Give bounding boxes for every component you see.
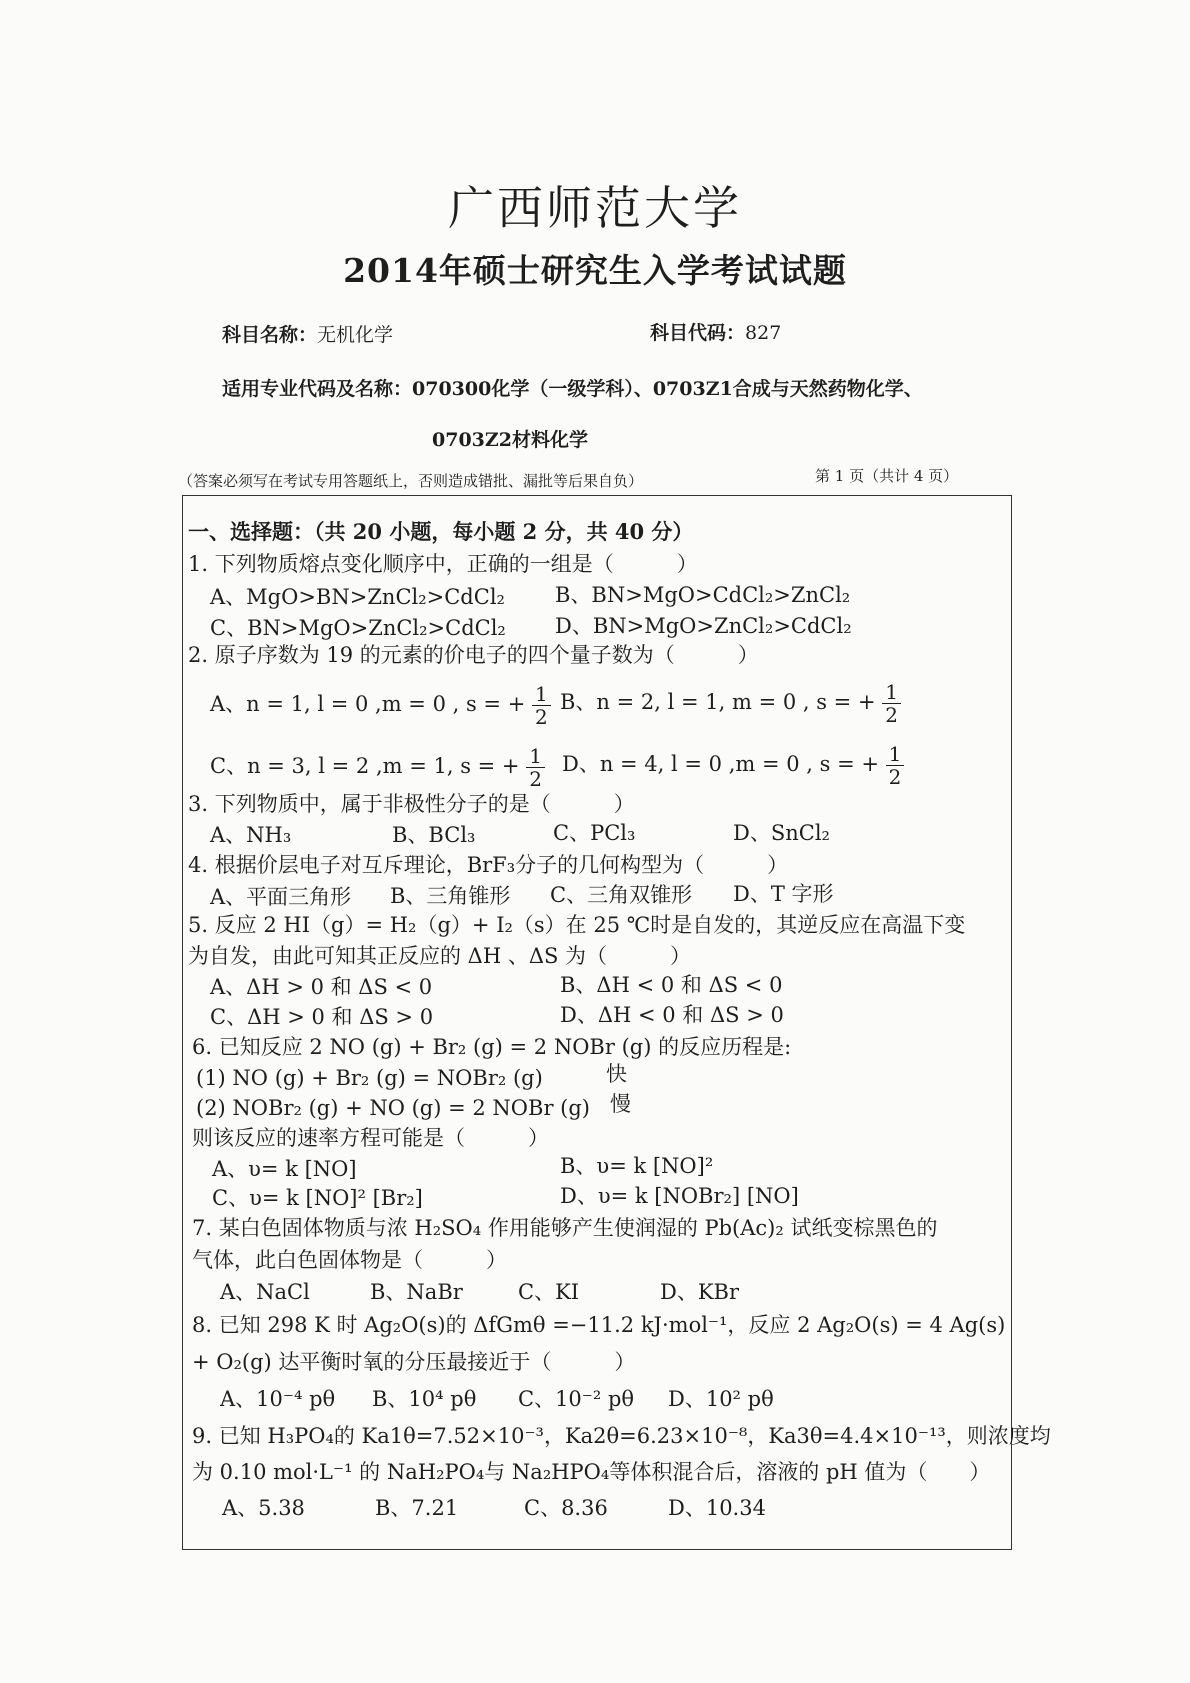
q2-option-c-text: C、n = 3, l = 2 ,m = 1, s = + [210, 754, 520, 778]
q2-stem: 2. 原子序数为 19 的元素的价电子的四个量子数为（ ） [188, 643, 759, 667]
q6-option-c: C、υ= k [NO]² [Br₂] [212, 1186, 423, 1210]
q5-stem-1: 5. 反应 2 HI（g）= H₂（g）+ I₂（s）在 25 ℃时是自发的，其逆反应在高温下变 [188, 913, 966, 937]
q2-option-b [560, 681, 901, 726]
q2-option-d [562, 743, 904, 788]
q2-option-d-text: D、n = 4, l = 0 ,m = 0 , s = + [562, 752, 879, 776]
fraction-denominator: 2 [529, 767, 542, 791]
fraction [886, 743, 905, 788]
q6-step-2-rate: 慢 [610, 1092, 631, 1116]
q6-option-d: D、υ= k [NOBr₂] [NO] [560, 1184, 799, 1208]
subject-name: 无机化学 [317, 324, 394, 346]
q7-option-a: A、NaCl [220, 1280, 310, 1304]
q5-option-c: C、ΔH > 0 和 ΔS > 0 [210, 1005, 434, 1029]
q4-stem: 4. 根据价层电子对互斥理论，BrF₃分子的几何构型为（ ） [188, 853, 789, 877]
exam-title: 2014年硕士研究生入学考试试题 [343, 251, 847, 290]
q4-option-a: A、平面三角形 [210, 885, 352, 909]
subject-name-line [222, 320, 393, 347]
q2-option-c [210, 745, 545, 790]
section-heading: 一、选择题：（共 20 小题，每小题 2 分，共 40 分） [188, 519, 694, 544]
page-info: 第 1 页（共计 4 页） [815, 467, 959, 485]
q9-stem-1: 9. 已知 H₃PO₄的 Ka1θ=7.52×10⁻³，Ka2θ=6.23×10⁻⁸，Ka3θ=4.4×10⁻¹³，则浓度均 [192, 1424, 1051, 1448]
answer-notice: （答案必须写在考试专用答题纸上，否则造成错批、漏批等后果自负） [178, 472, 644, 490]
q6-option-b: B、υ= k [NO]² [560, 1154, 714, 1178]
fraction [526, 745, 545, 790]
q8-option-a: A、10⁻⁴ pθ [220, 1387, 336, 1411]
q8-stem-1: 8. 已知 298 K 时 Ag₂O(s)的 ΔfGmθ =−11.2 kJ·mol⁻¹，反应 2 Ag₂O(s) = 4 Ag(s) [192, 1313, 1006, 1337]
fraction [882, 681, 901, 726]
q6-step-1: (1) NO (g) + Br₂ (g) = NOBr₂ (g) [196, 1066, 543, 1090]
q5-option-d: D、ΔH < 0 和 ΔS > 0 [560, 1003, 784, 1027]
q4-option-d: D、T 字形 [733, 882, 834, 906]
q6-option-a: A、υ= k [NO] [212, 1157, 357, 1181]
q6-stem: 6. 已知反应 2 NO (g) + Br₂ (g) = 2 NOBr (g) 的反应历程是: [192, 1035, 792, 1059]
fraction [532, 683, 551, 728]
q9-option-c: C、8.36 [524, 1496, 608, 1520]
q1-option-b: B、BN>MgO>CdCl₂>ZnCl₂ [555, 583, 851, 607]
fraction-numerator: 1 [526, 745, 545, 768]
q3-option-b: B、BCl₃ [392, 823, 476, 847]
majors-label: 适用专业代码及名称： [222, 378, 413, 400]
majors-text-1: 070300化学（一级学科）、0703Z1合成与天然药物化学、 [412, 378, 923, 400]
q4-option-b: B、三角锥形 [390, 884, 511, 908]
q6-step-2: (2) NOBr₂ (g) + NO (g) = 2 NOBr (g) [196, 1096, 590, 1120]
q1-stem: 1. 下列物质熔点变化顺序中，正确的一组是（ ） [188, 552, 698, 576]
subject-code-line [650, 318, 781, 345]
fraction-denominator: 2 [885, 703, 898, 727]
fraction-numerator: 1 [882, 681, 901, 704]
subject-name-label: 科目名称： [222, 324, 318, 346]
q8-option-d: D、10² pθ [668, 1387, 774, 1411]
q9-option-b: B、7.21 [375, 1496, 459, 1520]
q4-option-c: C、三角双锥形 [550, 883, 693, 907]
q1-option-d: D、BN>MgO>ZnCl₂>CdCl₂ [555, 614, 852, 638]
q8-stem-2: + O₂(g) 达平衡时氧的分压最接近于（ ） [192, 1350, 636, 1374]
q5-option-b: B、ΔH < 0 和 ΔS < 0 [560, 973, 783, 997]
q2-option-a-text: A、n = 1, l = 0 ,m = 0 , s = + [210, 692, 526, 716]
majors-text-2: 0703Z2材料化学 [432, 429, 588, 451]
q8-option-b: B、10⁴ pθ [372, 1387, 477, 1411]
majors-line-2 [432, 425, 588, 452]
fraction-numerator: 1 [886, 743, 905, 766]
q7-option-d: D、KBr [660, 1280, 739, 1304]
q9-stem-2: 为 0.10 mol·L⁻¹ 的 NaH₂PO₄与 Na₂HPO₄等体积混合后，溶液的 pH 值为（ ） [192, 1460, 991, 1484]
subject-code-label: 科目代码： [650, 322, 746, 344]
q7-option-c: C、KI [518, 1280, 580, 1304]
fraction-denominator: 2 [888, 765, 902, 789]
q1-option-c: C、BN>MgO>ZnCl₂>CdCl₂ [210, 616, 506, 640]
q5-stem-2: 为自发，由此可知其正反应的 ΔH 、ΔS 为（ ） [188, 944, 692, 968]
q3-option-a: A、NH₃ [210, 823, 292, 847]
school-name: 广西师范大学 [448, 181, 742, 235]
q2-option-a [210, 683, 551, 728]
q1-option-a: A、MgO>BN>ZnCl₂>CdCl₂ [210, 585, 505, 609]
q7-stem-2: 气体，此白色固体物是（ ） [192, 1248, 507, 1272]
subject-code: 827 [745, 322, 782, 344]
q6-step-1-rate: 快 [606, 1062, 627, 1086]
majors-line-1 [222, 374, 923, 401]
q3-option-c: C、PCl₃ [553, 821, 636, 845]
q7-stem-1: 7. 某白色固体物质与浓 H₂SO₄ 作用能够产生使润湿的 Pb(Ac)₂ 试纸变棕黑色的 [192, 1216, 938, 1240]
q5-option-a: A、ΔH > 0 和 ΔS < 0 [210, 975, 433, 999]
fraction-denominator: 2 [534, 705, 548, 729]
fraction-numerator: 1 [532, 683, 551, 706]
q3-stem: 3. 下列物质中，属于非极性分子的是（ ） [188, 792, 635, 816]
q9-option-d: D、10.34 [668, 1496, 766, 1520]
q3-option-d: D、SnCl₂ [733, 821, 830, 845]
q2-option-b-text: B、n = 2, l = 1, m = 0 , s = + [560, 690, 876, 714]
q6-stem-2: 则该反应的速率方程可能是（ ） [192, 1126, 549, 1150]
q9-option-a: A、5.38 [222, 1496, 305, 1520]
q8-option-c: C、10⁻² pθ [518, 1387, 635, 1411]
q7-option-b: B、NaBr [370, 1280, 463, 1304]
